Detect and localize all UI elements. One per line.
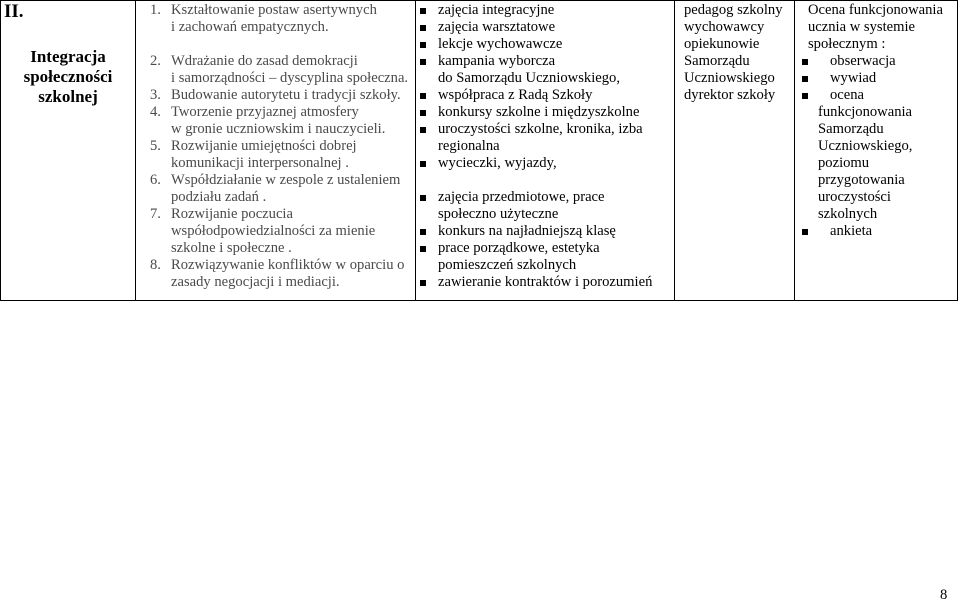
evaluation-line: funkcjonowania xyxy=(818,104,913,120)
objective-line: Kształtowanie postaw asertywnych xyxy=(171,2,377,18)
objective-line: Tworzenie przyjaznej atmosfery xyxy=(171,104,359,120)
objective-line: Rozwiązywanie konfliktów w oparciu o xyxy=(171,257,405,273)
evaluation-line: szkolnych xyxy=(818,206,878,222)
section-title-line: Integracja xyxy=(30,47,106,66)
evaluation-line: Uczniowskiego, xyxy=(818,138,913,154)
responsible-line: Uczniowskiego xyxy=(684,70,775,86)
list-item xyxy=(420,155,426,173)
list-item xyxy=(420,36,426,54)
form-line: regionalna xyxy=(438,138,500,154)
form-line: lekcje wychowawcze xyxy=(438,36,563,52)
form-line: kampania wyborcza xyxy=(438,53,556,69)
objective-line: zasady negocjacji i mediacji. xyxy=(171,274,340,290)
evaluation-line: wywiad xyxy=(830,70,877,86)
evaluation-line: przygotowania xyxy=(818,172,905,188)
evaluation-line: Samorządu xyxy=(818,121,884,137)
objective-line: w gronie uczniowskim i nauczycieli. xyxy=(171,121,386,137)
list-item xyxy=(420,104,426,122)
evaluation-line: uroczystości xyxy=(818,189,891,205)
objective-number: 5. xyxy=(150,138,161,154)
list-item xyxy=(420,2,426,20)
responsible-line: pedagog szkolny xyxy=(684,2,783,18)
list-item xyxy=(802,53,808,71)
form-line: wycieczki, wyjazdy, xyxy=(438,155,557,171)
form-line: społeczno użyteczne xyxy=(438,206,559,222)
section-title-line: szkolnej xyxy=(38,87,98,106)
list-item xyxy=(420,189,426,207)
objective-line: współodpowiedzialności za mienie xyxy=(171,223,376,239)
objective-number: 8. xyxy=(150,257,161,273)
objective-line: Współdziałanie w zespole z ustaleniem xyxy=(171,172,401,188)
form-line: konkurs na najładniejszą klasę xyxy=(438,223,616,239)
objective-number: 6. xyxy=(150,172,161,188)
bullet-icon xyxy=(420,246,426,252)
bullet-icon xyxy=(420,59,426,65)
responsible-line: opiekunowie xyxy=(684,36,760,52)
form-line: prace porządkowe, estetyka xyxy=(438,240,600,256)
objective-line: podziału zadań . xyxy=(171,189,267,205)
evaluation-intro-line: ucznia w systemie xyxy=(808,19,915,35)
section-cell xyxy=(1,1,136,301)
form-line: zajęcia przedmiotowe, prace xyxy=(438,189,605,205)
list-item xyxy=(420,223,426,241)
form-line: konkursy szkolne i międzyszkolne xyxy=(438,104,640,120)
evaluation-line: ankieta xyxy=(830,223,873,239)
objective-number: 7. xyxy=(150,206,161,222)
bullet-icon xyxy=(802,76,808,82)
objective-line: Wdrażanie do zasad demokracji xyxy=(171,53,358,69)
list-item xyxy=(420,240,426,258)
form-line: do Samorządu Uczniowskiego, xyxy=(438,70,620,86)
responsible-line: wychowawcy xyxy=(684,19,765,35)
objective-line: Budowanie autorytetu i tradycji szkoły. xyxy=(171,87,401,103)
list-item xyxy=(420,121,426,139)
objective-line: szkolne i społeczne . xyxy=(171,240,292,256)
objective-line: i samorządności – dyscyplina społeczna. xyxy=(171,70,409,86)
bullet-icon xyxy=(802,59,808,65)
page-number: 8 xyxy=(940,587,948,603)
form-line: zawieranie kontraktów i porozumień xyxy=(438,274,653,290)
bullet-icon xyxy=(420,229,426,235)
section-title xyxy=(14,47,122,107)
bullet-icon xyxy=(420,195,426,201)
evaluation-line: poziomu xyxy=(818,155,870,171)
objective-number: 2. xyxy=(150,53,161,69)
list-item xyxy=(420,87,426,105)
list-item xyxy=(802,70,808,88)
responsible-line: Samorządu xyxy=(684,53,750,69)
section-number: II. xyxy=(4,1,24,22)
objective-number: 1. xyxy=(150,2,161,18)
bullet-icon xyxy=(420,280,426,286)
list-item xyxy=(420,274,426,292)
form-line: zajęcia integracyjne xyxy=(438,2,555,18)
list-item xyxy=(420,19,426,37)
bullet-icon xyxy=(802,93,808,99)
form-line: współpraca z Radą Szkoły xyxy=(438,87,593,103)
form-line: pomieszczeń szkolnych xyxy=(438,257,577,273)
bullet-icon xyxy=(420,93,426,99)
objective-line: i zachowań empatycznych. xyxy=(171,19,329,35)
bullet-icon xyxy=(420,161,426,167)
objective-number: 3. xyxy=(150,87,161,103)
objective-line: Rozwijanie poczucia xyxy=(171,206,293,222)
list-item xyxy=(802,223,808,241)
bullet-icon xyxy=(420,110,426,116)
objective-number: 4. xyxy=(150,104,161,120)
bullet-icon xyxy=(420,25,426,31)
objective-line: komunikacji interpersonalnej . xyxy=(171,155,349,171)
evaluation-intro-line: społecznym : xyxy=(808,36,886,52)
section-title-line: społeczności xyxy=(23,67,113,86)
bullet-icon xyxy=(420,42,426,48)
evaluation-line: obserwacja xyxy=(830,53,896,69)
evaluation-intro-line: Ocena funkcjonowania xyxy=(808,2,943,18)
objective-line: Rozwijanie umiejętności dobrej xyxy=(171,138,357,154)
list-item xyxy=(420,53,426,71)
bullet-icon xyxy=(802,229,808,235)
form-line: zajęcia warsztatowe xyxy=(438,19,556,35)
responsible-line: dyrektor szkoły xyxy=(684,87,776,103)
evaluation-line: ocena xyxy=(830,87,865,103)
bullet-icon xyxy=(420,8,426,14)
list-item xyxy=(802,87,808,105)
bullet-icon xyxy=(420,127,426,133)
form-line: uroczystości szkolne, kronika, izba xyxy=(438,121,643,137)
